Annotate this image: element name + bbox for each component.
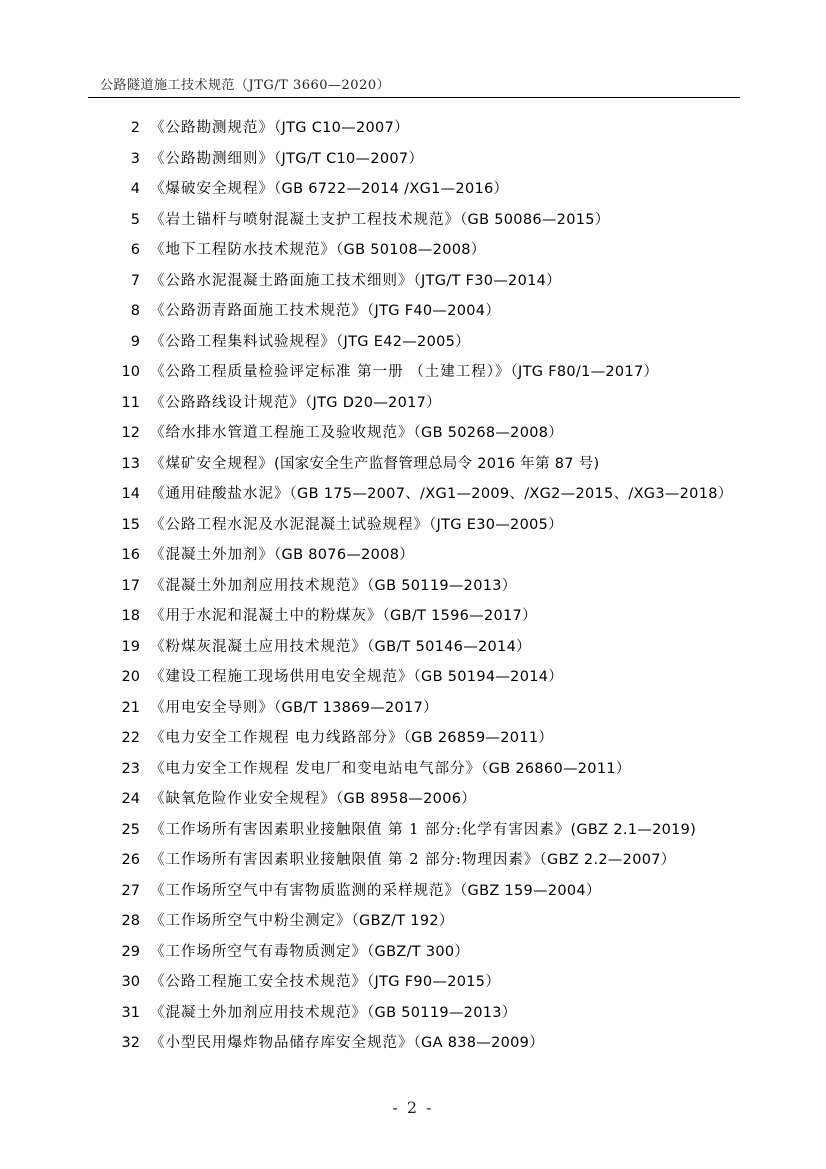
reference-number: 14 — [121, 486, 140, 502]
reference-item — [100, 296, 760, 327]
reference-item — [100, 327, 760, 358]
reference-title: 《小型民用爆炸物品储存库安全规范》 — [150, 1035, 414, 1051]
reference-title: 《粉煤灰混凝土应用技术规范》 — [150, 638, 367, 655]
reference-code: （JTG/T C10—2007） — [274, 150, 424, 167]
reference-code: （GB 50119—2013） — [367, 577, 517, 594]
reference-code: （GB 8076—2008） — [274, 547, 415, 563]
reference-code: （GB/T 50146—2014） — [367, 638, 531, 655]
reference-code: （GBZ/T 300） — [367, 943, 470, 960]
reference-title: 《工作场所有害因素职业接触限值 第 1 部分:化学有害因素》 — [150, 821, 571, 838]
reference-title: 《公路水泥混凝土路面施工技术细则》 — [150, 272, 414, 289]
reference-code: （JTG E30—2005） — [429, 516, 563, 533]
reference-title: 《用于水泥和混凝土中的粉煤灰》 — [150, 608, 383, 624]
reference-number: 7 — [130, 272, 140, 289]
reference-item — [100, 906, 760, 937]
reference-number: 24 — [121, 791, 140, 807]
reference-code: （GB 50268—2008） — [413, 425, 564, 441]
reference-code: （JTG F80/1—2017） — [510, 364, 659, 380]
reference-item — [100, 479, 760, 510]
reference-title: 《工作场所空气有毒物质测定》 — [150, 943, 367, 960]
reference-title: 《爆破安全规程》 — [150, 181, 274, 197]
reference-item — [100, 113, 760, 144]
reference-number: 30 — [121, 974, 140, 990]
reference-number: 10 — [121, 364, 140, 380]
reference-title: 《工作场所空气中粉尘测定》 — [150, 913, 352, 929]
reference-item — [100, 510, 760, 541]
reference-item — [100, 357, 760, 388]
reference-number: 28 — [121, 913, 140, 929]
reference-number: 4 — [130, 181, 140, 197]
reference-code: （GB 50108—2008） — [336, 242, 486, 258]
reference-code: （GB 175—2007、/XG1—2009、/XG2—2015、/XG3—2018） — [289, 486, 733, 502]
reference-code: （GBZ 159—2004） — [460, 882, 601, 899]
reference-list — [100, 113, 760, 1059]
reference-item — [100, 815, 760, 846]
reference-title: 《公路工程集料试验规程》 — [150, 333, 336, 350]
reference-title: 《公路工程施工安全技术规范》 — [150, 974, 367, 990]
reference-number: 31 — [121, 1004, 140, 1021]
reference-item — [100, 937, 760, 968]
reference-code: （GA 838—2009） — [413, 1035, 544, 1051]
reference-code: （GB 6722—2014 /XG1—2016） — [274, 181, 509, 197]
reference-item — [100, 876, 760, 907]
reference-item — [100, 235, 760, 266]
reference-item — [100, 449, 760, 480]
reference-item — [100, 174, 760, 205]
reference-number: 19 — [121, 638, 140, 655]
reference-title: 《混凝土外加剂应用技术规范》 — [150, 1004, 367, 1021]
reference-code: （GBZ/T 192） — [351, 913, 454, 929]
reference-code: （JTG D20—2017） — [305, 394, 441, 411]
reference-number: 17 — [121, 577, 140, 594]
reference-code: （JTG/T F30—2014） — [413, 272, 561, 289]
reference-number: 2 — [130, 120, 140, 136]
reference-code: （GB 50086—2015） — [460, 211, 610, 228]
reference-title: 《公路勘测细则》 — [150, 150, 274, 167]
reference-number: 20 — [121, 669, 140, 685]
reference-number: 15 — [121, 516, 140, 533]
reference-title: 《混凝土外加剂应用技术规范》 — [150, 577, 367, 594]
reference-item — [100, 1028, 760, 1059]
reference-code: (GBZ 2.1—2019) — [570, 821, 697, 838]
reference-title: 《建设工程施工现场供用电安全规范》 — [150, 669, 414, 685]
reference-code: （GB/T 13869—2017） — [274, 699, 438, 716]
reference-title: 《工作场所空气中有害物质监测的采样规范》 — [150, 882, 460, 899]
reference-item — [100, 571, 760, 602]
reference-item — [100, 601, 760, 632]
running-header: 公路隧道施工技术规范（JTG/T 3660—2020） — [100, 78, 391, 93]
reference-code: （JTG C10—2007） — [274, 120, 409, 136]
reference-item — [100, 632, 760, 663]
reference-number: 16 — [121, 547, 140, 563]
reference-item — [100, 723, 760, 754]
reference-number: 13 — [121, 455, 140, 472]
reference-item — [100, 418, 760, 449]
reference-number: 21 — [121, 699, 140, 716]
reference-number: 6 — [130, 242, 140, 258]
reference-item — [100, 388, 760, 419]
reference-item — [100, 205, 760, 236]
reference-item — [100, 845, 760, 876]
reference-title: 《混凝土外加剂》 — [150, 547, 274, 563]
reference-code: （JTG F40—2004） — [367, 303, 501, 319]
reference-title: 《给水排水管道工程施工及验收规范》 — [150, 425, 414, 441]
reference-number: 3 — [130, 150, 140, 167]
page-number: - 2 - — [392, 1098, 434, 1117]
reference-title: 《电力安全工作规程 电力线路部分》 — [150, 730, 404, 746]
reference-number: 27 — [121, 882, 140, 899]
reference-number: 12 — [121, 425, 140, 441]
reference-code: （GB 50119—2013） — [367, 1004, 517, 1021]
reference-title: 《地下工程防水技术规范》 — [150, 242, 336, 258]
reference-code: （GB 26859—2011） — [403, 730, 554, 746]
reference-number: 23 — [121, 760, 140, 777]
reference-item — [100, 540, 760, 571]
header-divider — [88, 97, 740, 98]
reference-number: 5 — [130, 211, 140, 228]
reference-item — [100, 998, 760, 1029]
reference-title: 《通用硅酸盐水泥》 — [150, 486, 290, 502]
reference-title: 《公路工程水泥及水泥混凝土试验规程》 — [150, 516, 429, 533]
reference-item — [100, 662, 760, 693]
reference-number: 25 — [121, 821, 140, 838]
reference-title: 《岩土锚杆与喷射混凝土支护工程技术规范》 — [150, 211, 460, 228]
reference-code: （GBZ 2.2—2007） — [539, 852, 676, 868]
reference-code: （JTG F90—2015） — [367, 974, 501, 990]
reference-number: 22 — [121, 730, 140, 746]
reference-number: 26 — [121, 852, 140, 868]
reference-number: 8 — [130, 303, 140, 319]
reference-title: 《公路勘测规范》 — [150, 120, 274, 136]
reference-item — [100, 754, 760, 785]
reference-title: 《公路路线设计规范》 — [150, 394, 305, 411]
reference-title: 《公路工程质量检验评定标准 第一册 （土建工程）》 — [150, 364, 511, 380]
reference-item — [100, 784, 760, 815]
reference-number: 9 — [130, 333, 140, 350]
reference-code: （JTG E42—2005） — [336, 333, 470, 350]
reference-item — [100, 693, 760, 724]
reference-item — [100, 266, 760, 297]
reference-number: 18 — [121, 608, 140, 624]
reference-title: 《缺氧危险作业安全规程》 — [150, 791, 336, 807]
reference-title: 《电力安全工作规程 发电厂和变电站电气部分》 — [150, 760, 482, 777]
reference-code: （GB 26860—2011） — [481, 760, 631, 777]
reference-title: 《公路沥青路面施工技术规范》 — [150, 303, 367, 319]
reference-number: 29 — [121, 943, 140, 960]
reference-code: （GB 50194—2014） — [413, 669, 564, 685]
reference-title: 《煤矿安全规程》 — [150, 455, 274, 472]
reference-code: (国家安全生产监督管理总局令 2016 年第 87 号) — [274, 455, 600, 472]
reference-code: （GB/T 1596—2017） — [382, 608, 537, 624]
reference-number: 32 — [121, 1035, 140, 1051]
reference-title: 《用电安全导则》 — [150, 699, 274, 716]
reference-item — [100, 967, 760, 998]
reference-code: （GB 8958—2006） — [336, 791, 477, 807]
reference-title: 《工作场所有害因素职业接触限值 第 2 部分:物理因素》 — [150, 852, 540, 868]
reference-number: 11 — [121, 394, 140, 411]
reference-item — [100, 144, 760, 175]
